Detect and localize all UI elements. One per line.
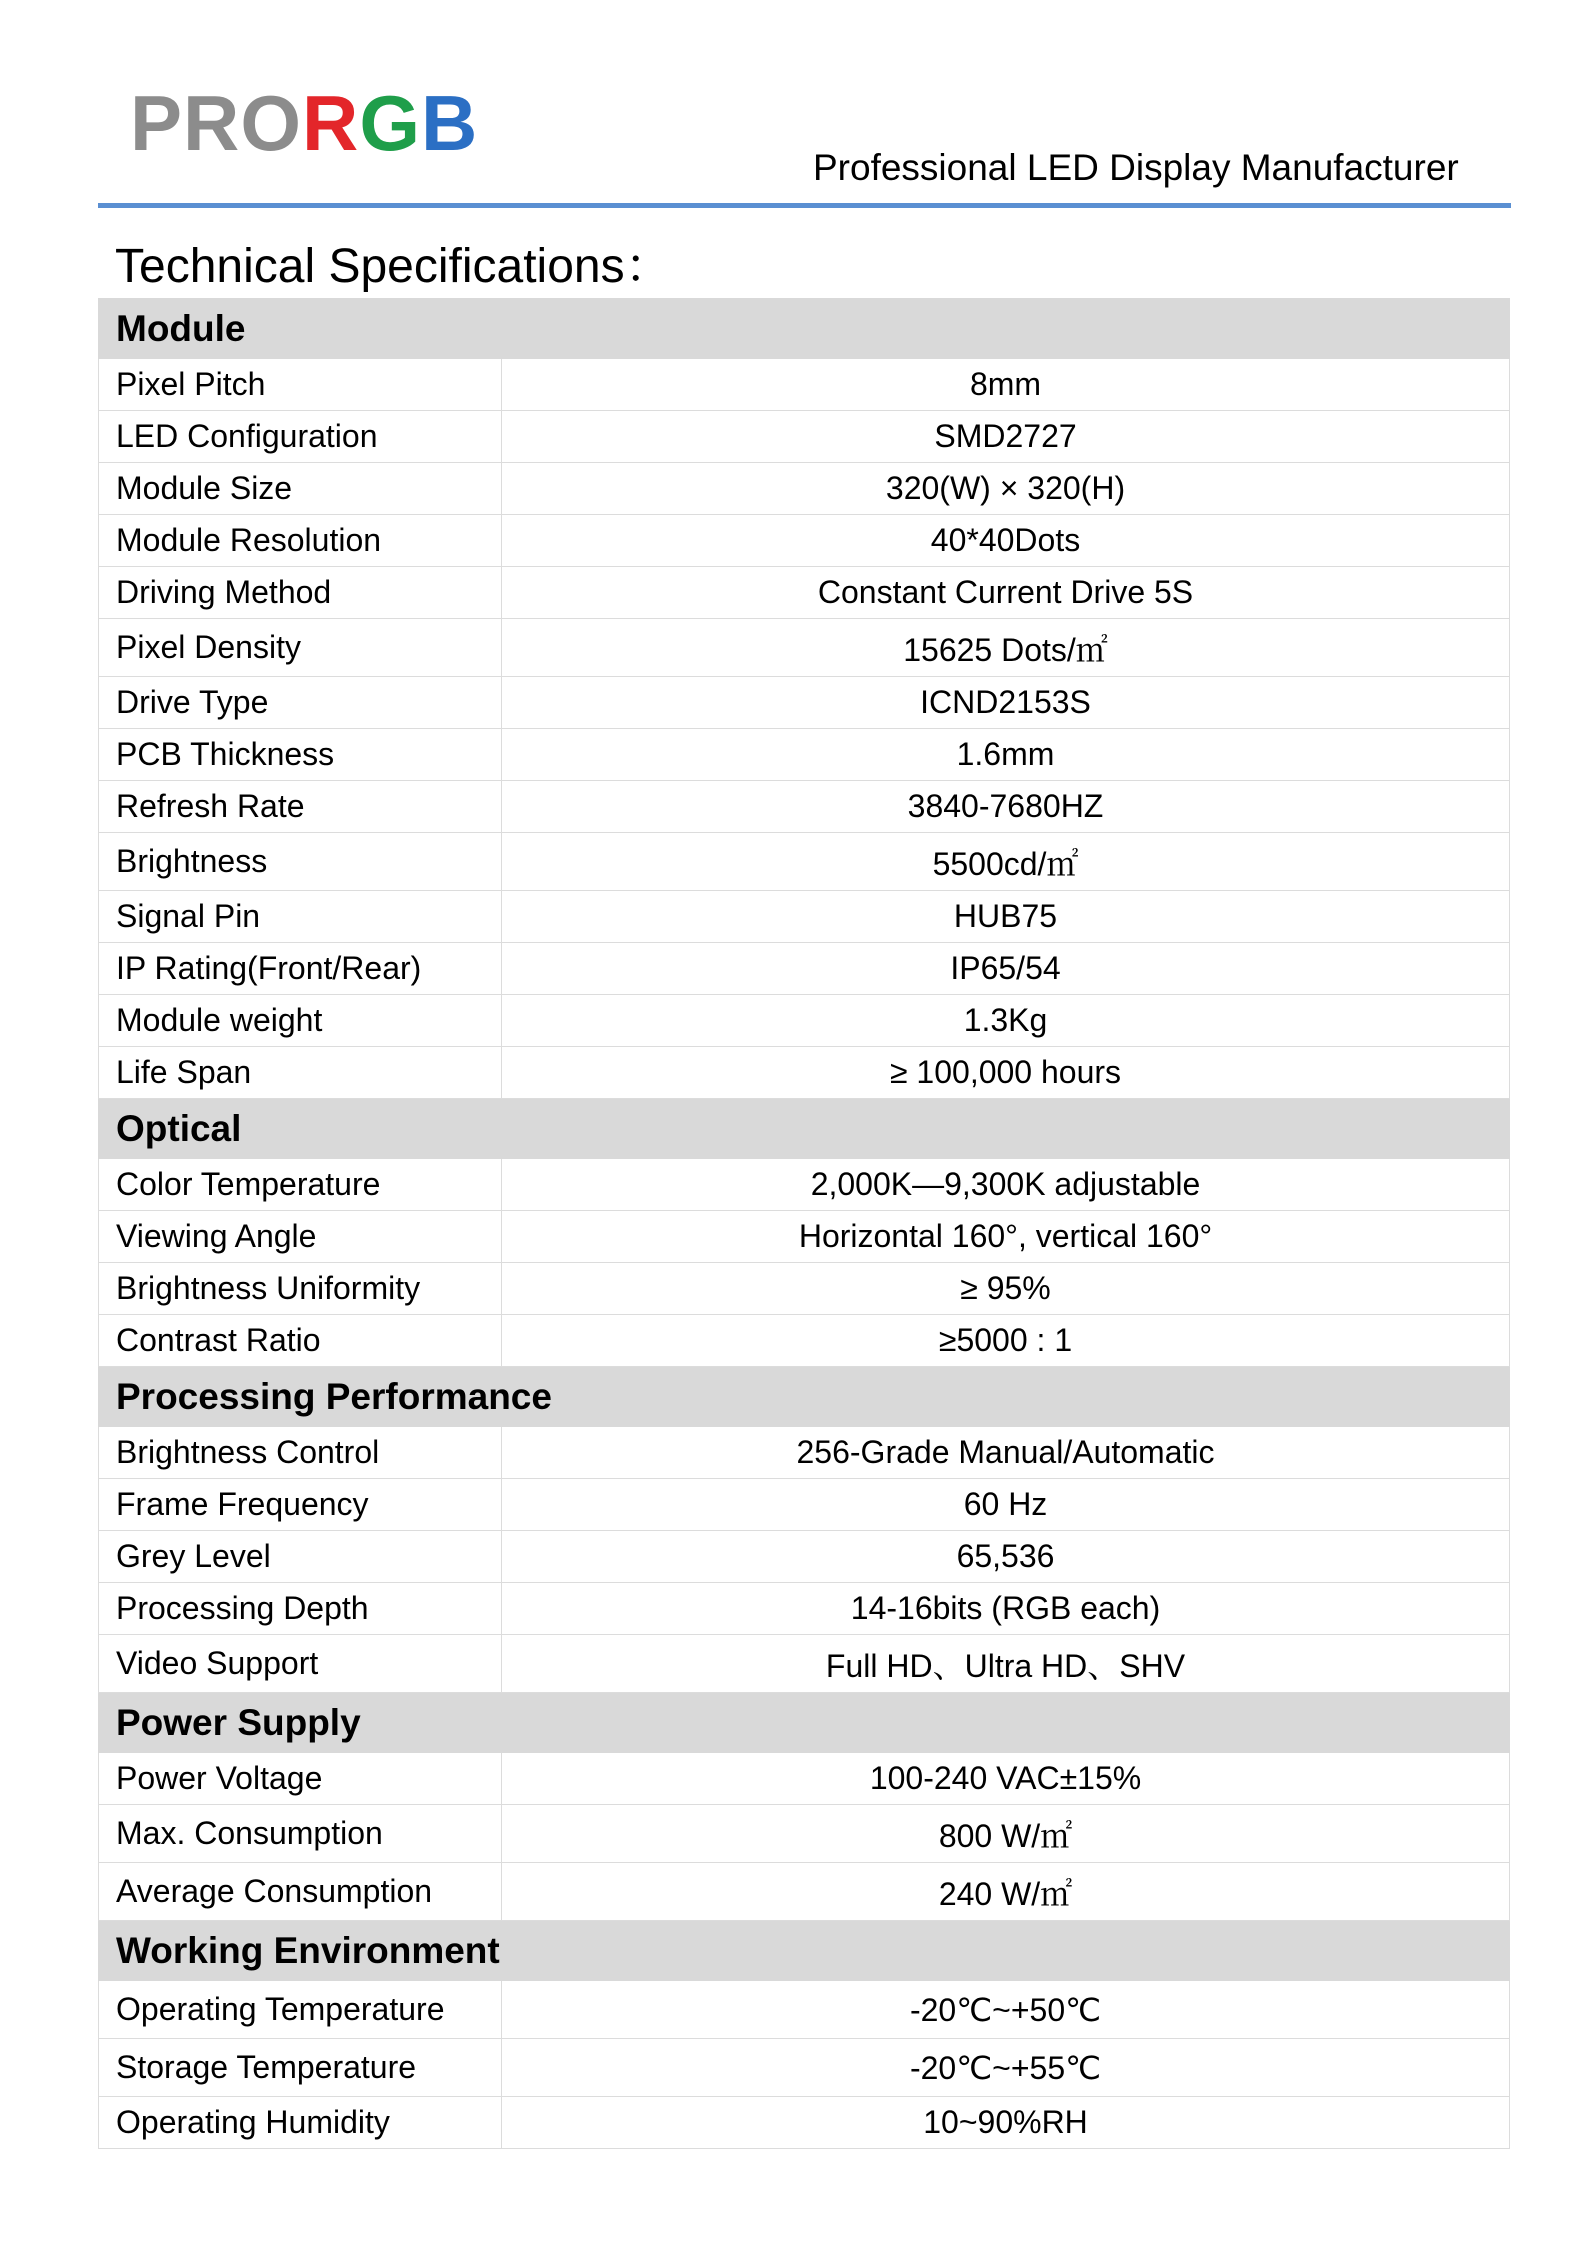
spec-label: Operating Temperature <box>99 1981 502 2039</box>
spec-label: Average Consumption <box>99 1863 502 1921</box>
spec-value: IP65/54 <box>502 943 1510 995</box>
spec-value: ≥ 100,000 hours <box>502 1047 1510 1099</box>
spec-value: 60 Hz <box>502 1479 1510 1531</box>
table-row <box>99 1159 1510 1211</box>
table-row <box>99 891 1510 943</box>
spec-value: 240 W/㎡ <box>502 1863 1510 1921</box>
spec-label: Life Span <box>99 1047 502 1099</box>
spec-value: -20℃~+55℃ <box>502 2039 1510 2097</box>
spec-value: SMD2727 <box>502 411 1510 463</box>
table-row <box>99 1531 1510 1583</box>
spec-label: Pixel Density <box>99 619 502 677</box>
spec-label: Storage Temperature <box>99 2039 502 2097</box>
spec-value: 10~90%RH <box>502 2097 1510 2149</box>
spec-value: ≥ 95% <box>502 1263 1510 1315</box>
table-row <box>99 1981 1510 2039</box>
spec-label: Frame Frequency <box>99 1479 502 1531</box>
table-row <box>99 1211 1510 1263</box>
table-row <box>99 1753 1510 1805</box>
table-row <box>99 1427 1510 1479</box>
spec-label: Max. Consumption <box>99 1805 502 1863</box>
section-header-processing-performance <box>99 1367 1510 1427</box>
spec-label: Power Voltage <box>99 1753 502 1805</box>
section-title: Power Supply <box>99 1693 1510 1753</box>
spec-label: Brightness Control <box>99 1427 502 1479</box>
table-row <box>99 1047 1510 1099</box>
section-header-power-supply <box>99 1693 1510 1753</box>
table-row <box>99 1583 1510 1635</box>
spec-label: Module Size <box>99 463 502 515</box>
table-row <box>99 729 1510 781</box>
table-row <box>99 567 1510 619</box>
spec-label: Module Resolution <box>99 515 502 567</box>
section-header-working-environment <box>99 1921 1510 1981</box>
table-row <box>99 781 1510 833</box>
table-row <box>99 463 1510 515</box>
table-row <box>99 943 1510 995</box>
spec-label: Contrast Ratio <box>99 1315 502 1367</box>
spec-value: Full HD、Ultra HD、SHV <box>502 1635 1510 1693</box>
table-row <box>99 1635 1510 1693</box>
spec-label: LED Configuration <box>99 411 502 463</box>
spec-label: Color Temperature <box>99 1159 502 1211</box>
logo-part-g: G <box>359 79 422 167</box>
section-header-module <box>99 299 1510 359</box>
table-row <box>99 619 1510 677</box>
spec-label: PCB Thickness <box>99 729 502 781</box>
header-divider <box>98 203 1511 208</box>
spec-label: Video Support <box>99 1635 502 1693</box>
spec-value: 14-16bits (RGB each) <box>502 1583 1510 1635</box>
spec-value: 100-240 VAC±15% <box>502 1753 1510 1805</box>
spec-label: Brightness <box>99 833 502 891</box>
spec-value: 65,536 <box>502 1531 1510 1583</box>
logo-part-b: B <box>421 79 479 167</box>
table-row <box>99 677 1510 729</box>
spec-label: Refresh Rate <box>99 781 502 833</box>
spec-value: 8mm <box>502 359 1510 411</box>
spec-value: 1.3Kg <box>502 995 1510 1047</box>
spec-value: Horizontal 160°, vertical 160° <box>502 1211 1510 1263</box>
section-header-optical <box>99 1099 1510 1159</box>
spec-table-body <box>99 299 1510 2149</box>
spec-label: Pixel Pitch <box>99 359 502 411</box>
spec-label: Grey Level <box>99 1531 502 1583</box>
section-title: Processing Performance <box>99 1367 1510 1427</box>
spec-value: ≥5000 : 1 <box>502 1315 1510 1367</box>
table-row <box>99 995 1510 1047</box>
table-row <box>99 515 1510 567</box>
logo-part-r: R <box>302 79 360 167</box>
table-row <box>99 1263 1510 1315</box>
table-row <box>99 411 1510 463</box>
spec-value: 15625 Dots/㎡ <box>502 619 1510 677</box>
spec-label: Drive Type <box>99 677 502 729</box>
spec-value: 256-Grade Manual/Automatic <box>502 1427 1510 1479</box>
table-row <box>99 2097 1510 2149</box>
spec-value: Constant Current Drive 5S <box>502 567 1510 619</box>
spec-value: ICND2153S <box>502 677 1510 729</box>
spec-value: 800 W/㎡ <box>502 1805 1510 1863</box>
spec-value: -20℃~+50℃ <box>502 1981 1510 2039</box>
spec-table <box>98 298 1510 2149</box>
spec-label: Module weight <box>99 995 502 1047</box>
spec-label: Operating Humidity <box>99 2097 502 2149</box>
spec-value: 2,000K—9,300K adjustable <box>502 1159 1510 1211</box>
table-row <box>99 2039 1510 2097</box>
logo-part-pro: PRO <box>130 79 303 167</box>
spec-value: 1.6mm <box>502 729 1510 781</box>
table-row <box>99 1315 1510 1367</box>
section-title: Optical <box>99 1099 1510 1159</box>
company-logo <box>130 78 478 168</box>
spec-value: HUB75 <box>502 891 1510 943</box>
spec-value: 5500cd/㎡ <box>502 833 1510 891</box>
table-row <box>99 1479 1510 1531</box>
spec-value: 320(W) × 320(H) <box>502 463 1510 515</box>
table-row <box>99 1805 1510 1863</box>
section-title: Working Environment <box>99 1921 1510 1981</box>
spec-value: 40*40Dots <box>502 515 1510 567</box>
company-tagline: Professional LED Display Manufacturer <box>813 147 1459 188</box>
table-row <box>99 1863 1510 1921</box>
spec-label: Driving Method <box>99 567 502 619</box>
table-row <box>99 833 1510 891</box>
spec-label: Signal Pin <box>99 891 502 943</box>
table-row <box>99 359 1510 411</box>
spec-value: 3840-7680HZ <box>502 781 1510 833</box>
spec-label: Viewing Angle <box>99 1211 502 1263</box>
section-title: Module <box>99 299 1510 359</box>
page-title: Technical Specifications： <box>115 240 673 293</box>
spec-label: IP Rating(Front/Rear) <box>99 943 502 995</box>
spec-label: Processing Depth <box>99 1583 502 1635</box>
spec-label: Brightness Uniformity <box>99 1263 502 1315</box>
